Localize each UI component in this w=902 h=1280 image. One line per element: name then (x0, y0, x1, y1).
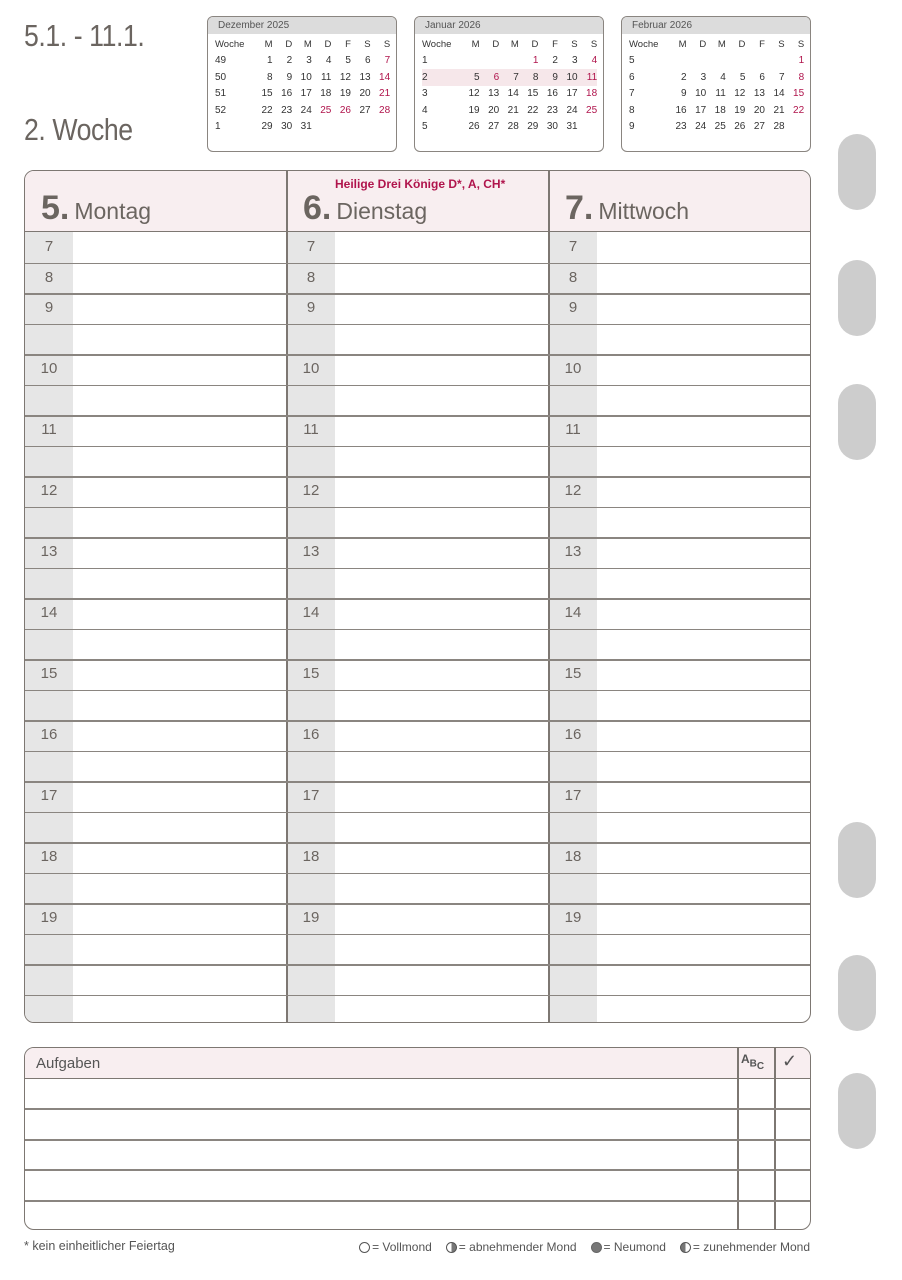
calendar-day: 23 (281, 104, 293, 116)
calendar-day: 7 (499, 69, 519, 86)
calendar-day: 9 (681, 88, 687, 100)
week-number: 1 (215, 121, 221, 133)
calendar-day: 20 (488, 104, 500, 116)
legend-text: = Neumond (603, 1240, 666, 1254)
hour-label: 16 (302, 726, 320, 743)
calendar-day (578, 119, 598, 136)
mini-calendar-col-header: S (778, 38, 785, 50)
hour-label: 9 (568, 299, 578, 316)
calendar-day: 12 (339, 71, 351, 83)
tasks-header (25, 1048, 810, 1079)
mini-calendar-col-header: F (345, 38, 351, 50)
mini-calendar-col-header: M (303, 38, 312, 50)
day-planner-grid (24, 170, 811, 1023)
day-heading-monday (41, 189, 151, 228)
calendar-day: 6 (480, 69, 500, 86)
calendar-day: 3 (700, 71, 707, 83)
calendar-day: 3 (306, 55, 312, 67)
calendar-day: 15 (793, 88, 805, 100)
hour-label: 15 (40, 665, 58, 682)
hour-label: 16 (40, 726, 58, 743)
time-slot-line[interactable] (25, 354, 810, 356)
calendar-day: 21 (773, 104, 785, 116)
calendar-day: 16 (546, 88, 558, 100)
calendar-day: 21 (507, 104, 519, 116)
calendar-day: 9 (286, 71, 293, 83)
week-number: 5 (629, 55, 635, 67)
calendar-day: 9 (538, 69, 558, 86)
time-slot-line[interactable] (25, 751, 810, 753)
calendar-day: 27 (753, 121, 765, 133)
calendar-day: 7 (779, 71, 785, 83)
hour-label: 12 (40, 482, 58, 499)
time-slot-line[interactable] (25, 781, 810, 783)
hour-label: 13 (40, 543, 58, 560)
calendar-day: 26 (734, 121, 746, 133)
hour-label: 16 (564, 726, 582, 743)
week-label: 2. Woche (24, 112, 133, 147)
calendar-day: 2 (681, 71, 687, 83)
hour-label: 12 (564, 482, 582, 499)
abc-priority-icon: $A_{BC}$ (741, 1052, 765, 1073)
calendar-day: 4 (591, 55, 598, 67)
calendar-day: 14 (379, 71, 391, 83)
mini-calendar-col-header: S (797, 38, 805, 50)
calendar-day: 28 (773, 121, 785, 133)
calendar-day: 29 (527, 121, 539, 133)
hour-label: 18 (40, 848, 58, 865)
calendar-day: 1 (532, 55, 539, 67)
hour-label: 19 (564, 909, 582, 926)
time-slot-line[interactable] (25, 934, 810, 936)
calendar-day: 18 (586, 88, 598, 100)
hour-label: 8 (306, 268, 316, 286)
calendar-day: 8 (798, 71, 805, 83)
mini-calendar-col-header: D (285, 38, 293, 50)
hour-label: 14 (40, 604, 58, 621)
holiday-label: Heilige Drei Könige D*, A, CH* (335, 177, 506, 191)
calendar-day: 22 (527, 104, 539, 116)
time-slot-line[interactable] (25, 385, 810, 387)
week-number: 7 (629, 88, 635, 100)
mini-calendar-col-header: S (571, 38, 578, 50)
calendar-day (480, 53, 500, 70)
calendar-day: 7 (384, 55, 391, 67)
calendar-day: 27 (488, 121, 500, 133)
hour-label: 12 (302, 482, 320, 499)
time-slot-line[interactable] (25, 598, 810, 600)
calendar-day: 22 (793, 104, 805, 116)
calendar-day: 30 (281, 121, 293, 133)
calendar-day (765, 53, 785, 70)
mini-calendar (207, 16, 397, 152)
legend-text: = abnehmender Mond (458, 1240, 577, 1254)
index-tab[interactable] (838, 822, 876, 898)
time-slot-line[interactable] (25, 324, 810, 326)
calendar-day (312, 119, 332, 136)
calendar-day: 21 (379, 88, 391, 100)
calendar-day: 28 (379, 104, 391, 116)
week-number: 1 (422, 55, 428, 67)
hour-label: 15 (302, 665, 320, 682)
mini-calendar-col-header: F (759, 38, 765, 50)
waxing-moon-icon (680, 1242, 691, 1253)
time-slot-line[interactable] (25, 995, 810, 997)
index-tab[interactable] (838, 955, 876, 1031)
calendar-day: 1 (267, 55, 273, 67)
calendar-day: 8 (267, 71, 273, 83)
index-tab[interactable] (838, 1073, 876, 1149)
hour-label: 8 (568, 268, 578, 286)
calendar-day: 3 (572, 55, 578, 67)
day-number: 7. (565, 189, 594, 227)
mini-calendar (414, 16, 604, 152)
calendar-day: 31 (566, 121, 578, 133)
calendar-day: 11 (715, 88, 726, 100)
calendar-day: 24 (695, 121, 707, 133)
calendar-day: 19 (734, 104, 746, 116)
footnote: * kein einheitlicher Feiertag (24, 1239, 175, 1253)
task-line[interactable] (25, 1169, 810, 1171)
time-slot-line[interactable] (25, 873, 810, 875)
calendar-day (371, 119, 391, 136)
calendar-day: 29 (261, 121, 273, 133)
calendar-day: 20 (753, 104, 765, 116)
mini-calendar-col-header: S (364, 38, 371, 50)
time-slot-line[interactable] (25, 476, 810, 478)
mini-calendar-col-header: Woche (422, 38, 452, 50)
calendar-day: 25 (320, 104, 332, 116)
calendar-day: 4 (720, 71, 726, 83)
day-name: Dienstag (336, 198, 428, 224)
calendar-day (351, 119, 371, 136)
mini-calendar-col-header: M (678, 38, 687, 50)
day-number: 6. (303, 189, 332, 227)
hour-label: 11 (41, 421, 57, 438)
day-name: Montag (74, 198, 152, 224)
week-number: 52 (215, 104, 227, 116)
hour-label: 11 (303, 421, 319, 438)
index-tab[interactable] (838, 134, 876, 210)
week-number: 9 (629, 121, 635, 133)
mini-calendar-col-header: D (699, 38, 707, 50)
week-number: 4 (422, 104, 428, 116)
hour-label: 15 (564, 665, 582, 682)
week-number: 8 (629, 104, 635, 116)
mini-calendar-col-header: M (510, 38, 519, 50)
calendar-day (331, 119, 351, 136)
calendar-day (745, 53, 765, 70)
hour-label: 17 (564, 787, 582, 804)
time-slot-line[interactable] (25, 507, 810, 509)
calendar-day (687, 53, 707, 70)
hour-label: 13 (564, 543, 582, 560)
mini-calendar-col-header: D (324, 38, 332, 50)
calendar-day: 5 (345, 55, 351, 67)
calendar-day: 27 (359, 104, 371, 116)
mini-calendar-col-header: F (552, 38, 558, 50)
hour-label: 17 (302, 787, 320, 804)
calendar-day: 25 (714, 121, 726, 133)
time-slot-line[interactable] (25, 720, 810, 722)
week-number: 2 (422, 69, 460, 86)
mini-calendar-title: Januar 2026 (415, 17, 603, 34)
mini-calendar-col-header: D (531, 38, 539, 50)
calendar-day: 15 (527, 88, 539, 100)
calendar-day: 11 (320, 71, 332, 83)
calendar-day: 16 (675, 104, 687, 116)
week-number: 3 (422, 88, 428, 100)
calendar-day: 12 (734, 88, 746, 100)
mini-calendar (621, 16, 811, 152)
calendar-day: 17 (300, 88, 312, 100)
tasks-box (24, 1047, 811, 1230)
calendar-day: 31 (300, 121, 312, 133)
calendar-day: 28 (507, 121, 519, 133)
hour-label: 17 (40, 787, 58, 804)
mini-calendar-col-header: S (383, 38, 391, 50)
calendar-day: 23 (675, 121, 687, 133)
mini-calendar-col-header: M (471, 38, 480, 50)
mini-calendar-title: Dezember 2025 (208, 17, 396, 34)
calendar-day: 26 (468, 121, 480, 133)
time-slot-line[interactable] (25, 293, 810, 295)
calendar-day: 22 (261, 104, 273, 116)
time-slot-line[interactable] (25, 842, 810, 844)
hour-label: 18 (564, 848, 582, 865)
calendar-day: 13 (359, 71, 371, 83)
hour-label: 7 (44, 238, 54, 255)
mini-calendar-col-header: D (738, 38, 746, 50)
calendar-day: 15 (261, 88, 273, 100)
calendar-day (785, 119, 805, 136)
calendar-day: 26 (339, 104, 351, 116)
week-number: 51 (215, 88, 227, 100)
hour-label: 9 (44, 299, 54, 316)
time-slot-line[interactable] (25, 629, 810, 631)
waning-moon-icon (446, 1242, 457, 1253)
calendar-day: 13 (488, 88, 500, 100)
week-number: 50 (215, 71, 227, 83)
calendar-day: 6 (759, 71, 765, 83)
calendar-day: 8 (519, 69, 539, 86)
hour-label: 18 (302, 848, 320, 865)
mini-calendar-col-header: S (590, 38, 598, 50)
hour-label: 10 (302, 360, 320, 377)
calendar-day: 6 (365, 55, 371, 67)
calendar-day: 11 (578, 69, 598, 86)
calendar-day: 18 (320, 88, 332, 100)
calendar-day: 23 (546, 104, 558, 116)
week-number: 6 (629, 71, 635, 83)
calendar-day: 10 (695, 88, 707, 100)
legend-text: = Vollmond (372, 1240, 432, 1254)
full-moon-icon (359, 1242, 370, 1253)
hour-label: 19 (302, 909, 320, 926)
time-slot-line[interactable] (25, 263, 810, 265)
hour-label: 7 (568, 238, 578, 255)
hour-label: 14 (302, 604, 320, 621)
calendar-day (706, 53, 726, 70)
day-number: 5. (41, 189, 70, 227)
time-slot-line[interactable] (25, 415, 810, 417)
week-number: 49 (215, 55, 227, 67)
mini-calendar-title: Februar 2026 (622, 17, 810, 34)
checkmark-icon: ✓ (782, 1051, 798, 1071)
time-slot-line[interactable] (25, 964, 810, 966)
time-slot-line[interactable] (25, 690, 810, 692)
calendar-day: 10 (300, 71, 312, 83)
week-number: 5 (422, 121, 428, 133)
calendar-day (460, 53, 480, 70)
time-slot-line[interactable] (25, 812, 810, 814)
time-slot-line[interactable] (25, 568, 810, 570)
time-slot-line[interactable] (25, 903, 810, 905)
calendar-day: 30 (546, 121, 558, 133)
mini-calendar-col-header: M (264, 38, 273, 50)
calendar-day: 19 (468, 104, 480, 116)
date-range: 5.1. - 11.1. (24, 18, 145, 53)
hour-label: 9 (306, 299, 316, 316)
calendar-day: 4 (325, 55, 332, 67)
hour-label: 7 (306, 238, 316, 255)
calendar-day: 14 (507, 88, 519, 100)
mini-calendar-col-header: Woche (215, 38, 245, 50)
time-slot-line[interactable] (25, 446, 810, 448)
calendar-day: 20 (359, 88, 371, 100)
calendar-day: 5 (460, 69, 480, 86)
calendar-day: 2 (286, 55, 293, 67)
calendar-day (667, 53, 687, 70)
calendar-day (499, 53, 519, 70)
calendar-day: 24 (300, 104, 312, 116)
hour-label: 8 (44, 268, 54, 286)
calendar-day (726, 53, 746, 70)
hour-label: 10 (564, 360, 582, 377)
calendar-day: 25 (586, 104, 598, 116)
index-tab[interactable] (838, 260, 876, 336)
index-tab[interactable] (838, 384, 876, 460)
calendar-day: 18 (714, 104, 726, 116)
day-name: Mittwoch (598, 198, 690, 224)
task-line[interactable] (25, 1200, 810, 1202)
mini-calendar-col-header: D (492, 38, 500, 50)
time-slot-line[interactable] (25, 659, 810, 661)
calendar-day: 5 (739, 71, 746, 83)
hour-label: 19 (40, 909, 58, 926)
calendar-day: 10 (558, 69, 578, 86)
calendar-day: 12 (468, 88, 480, 100)
task-line[interactable] (25, 1139, 810, 1141)
tasks-title: Aufgaben (36, 1055, 101, 1072)
mini-calendar-col-header: M (717, 38, 726, 50)
legend-text: = zunehmender Mond (692, 1240, 810, 1254)
hour-label: 11 (565, 421, 581, 438)
calendar-day: 17 (695, 104, 707, 116)
calendar-day: 14 (773, 88, 785, 100)
hour-label: 13 (302, 543, 320, 560)
new-moon-icon (591, 1242, 602, 1253)
calendar-day: 19 (339, 88, 351, 100)
calendar-day: 17 (566, 88, 578, 100)
moon-legend (349, 1240, 810, 1254)
day-heading-tuesday (303, 189, 427, 228)
calendar-day: 1 (798, 55, 805, 67)
day-heading-wednesday (565, 189, 689, 228)
calendar-day: 2 (552, 55, 558, 67)
mini-calendar-col-header: Woche (629, 38, 659, 50)
calendar-day: 13 (753, 88, 765, 100)
time-slot-line[interactable] (25, 537, 810, 539)
hour-label: 14 (564, 604, 582, 621)
task-line[interactable] (25, 1108, 810, 1110)
calendar-day: 24 (566, 104, 578, 116)
calendar-day: 16 (281, 88, 293, 100)
hour-label: 10 (40, 360, 58, 377)
